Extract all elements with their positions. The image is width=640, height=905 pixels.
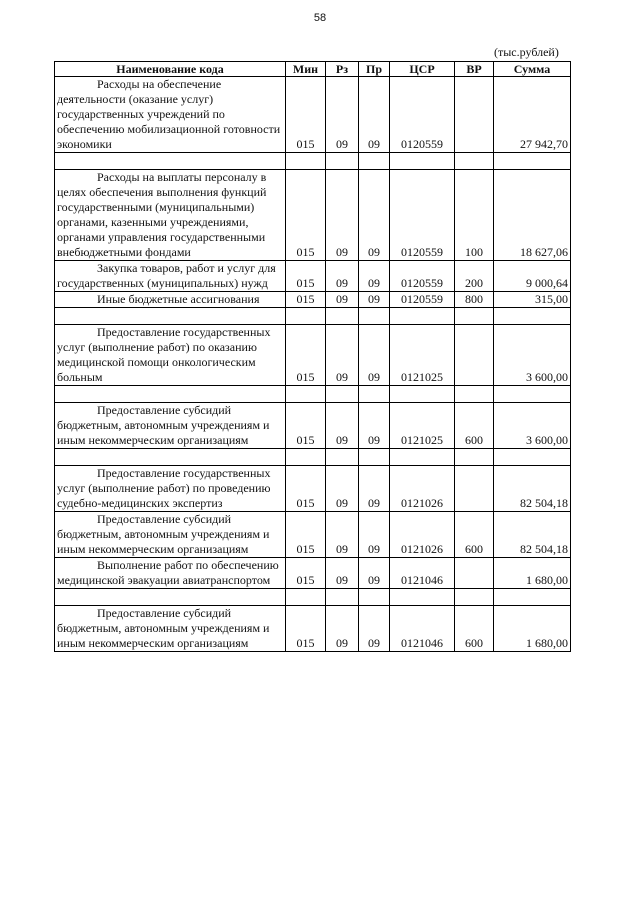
cell-pr: 09 [359, 170, 390, 261]
cell-csr: 0120559 [390, 77, 455, 153]
spacer-cell [390, 589, 455, 606]
spacer-row [55, 308, 571, 325]
table-row [55, 606, 571, 652]
row-name [55, 170, 286, 261]
cell-sum: 27 942,70 [494, 77, 571, 153]
spacer-cell [326, 386, 359, 403]
row-name-rest: бюджетным, автономным учреждениям и иным некоммерческим организациям [57, 621, 270, 650]
cell-pr: 09 [359, 606, 390, 652]
table-row [55, 403, 571, 449]
spacer-cell [286, 589, 326, 606]
table-row [55, 466, 571, 512]
spacer-cell [359, 386, 390, 403]
table-row [55, 77, 571, 153]
spacer-cell [494, 589, 571, 606]
row-name-rest: деятельности (оказание услуг) государственных учреждений по обеспечению мобилизационной готовности экономики [57, 92, 281, 151]
cell-pr: 09 [359, 512, 390, 558]
cell-sum: 82 504,18 [494, 512, 571, 558]
cell-min: 015 [286, 558, 326, 589]
row-name-first: Предоставление государственных [97, 466, 271, 480]
cell-pr: 09 [359, 558, 390, 589]
cell-sum: 1 680,00 [494, 558, 571, 589]
row-name-first: Иные бюджетные ассигнования [97, 292, 260, 306]
row-name [55, 325, 286, 386]
cell-csr: 0121025 [390, 325, 455, 386]
header-vr: ВР [455, 62, 494, 77]
cell-sum: 315,00 [494, 292, 571, 308]
spacer-cell [455, 589, 494, 606]
row-name-rest: бюджетным, автономным учреждениям и иным некоммерческим организациям [57, 418, 270, 447]
cell-csr: 0121026 [390, 466, 455, 512]
units-label: (тыс.рублей) [494, 45, 559, 59]
header-name: Наименование кода [55, 62, 286, 77]
table-row [55, 292, 571, 308]
cell-csr: 0121046 [390, 606, 455, 652]
spacer-cell [359, 308, 390, 325]
spacer-cell [286, 153, 326, 170]
spacer-cell [455, 308, 494, 325]
cell-min: 015 [286, 292, 326, 308]
cell-sum: 9 000,64 [494, 261, 571, 292]
cell-vr: 800 [455, 292, 494, 308]
cell-rz: 09 [326, 261, 359, 292]
spacer-cell [286, 449, 326, 466]
cell-csr: 0121026 [390, 512, 455, 558]
cell-vr: 600 [455, 403, 494, 449]
spacer-cell [55, 308, 286, 325]
cell-min: 015 [286, 325, 326, 386]
cell-csr: 0120559 [390, 292, 455, 308]
row-name-first: Предоставление государственных [97, 325, 271, 339]
cell-rz: 09 [326, 466, 359, 512]
row-name [55, 77, 286, 153]
row-name-first: Расходы на обеспечение [97, 77, 222, 91]
cell-sum: 1 680,00 [494, 606, 571, 652]
spacer-cell [359, 589, 390, 606]
cell-vr: 200 [455, 261, 494, 292]
header-csr: ЦСР [390, 62, 455, 77]
row-name-first: Выполнение работ по [97, 558, 209, 572]
cell-pr: 09 [359, 292, 390, 308]
cell-csr: 0120559 [390, 170, 455, 261]
row-name [55, 606, 286, 652]
row-name-first: Предоставление субсидий [97, 512, 232, 526]
spacer-cell [326, 589, 359, 606]
cell-rz: 09 [326, 170, 359, 261]
spacer-cell [359, 449, 390, 466]
spacer-row [55, 386, 571, 403]
cell-pr: 09 [359, 466, 390, 512]
spacer-cell [455, 386, 494, 403]
budget-table [54, 61, 571, 652]
spacer-cell [390, 153, 455, 170]
header-rz: Рз [326, 62, 359, 77]
cell-vr: 100 [455, 170, 494, 261]
spacer-cell [455, 153, 494, 170]
cell-vr [455, 558, 494, 589]
cell-csr: 0121046 [390, 558, 455, 589]
table-row [55, 325, 571, 386]
cell-pr: 09 [359, 261, 390, 292]
cell-rz: 09 [326, 606, 359, 652]
spacer-cell [494, 153, 571, 170]
cell-rz: 09 [326, 512, 359, 558]
spacer-cell [286, 308, 326, 325]
spacer-cell [390, 386, 455, 403]
cell-rz: 09 [326, 77, 359, 153]
row-name-first: Предоставление субсидий [97, 403, 232, 417]
cell-pr: 09 [359, 403, 390, 449]
table-row [55, 558, 571, 589]
cell-vr: 600 [455, 606, 494, 652]
cell-sum: 3 600,00 [494, 403, 571, 449]
spacer-cell [494, 308, 571, 325]
cell-pr: 09 [359, 325, 390, 386]
table-row [55, 512, 571, 558]
page-number: 58 [313, 12, 327, 24]
row-name [55, 512, 286, 558]
spacer-cell [494, 386, 571, 403]
row-name [55, 403, 286, 449]
spacer-cell [286, 386, 326, 403]
row-name [55, 261, 286, 292]
spacer-cell [326, 308, 359, 325]
cell-rz: 09 [326, 325, 359, 386]
header-sum: Сумма [494, 62, 571, 77]
row-name-first: Предоставление субсидий [97, 606, 232, 620]
cell-sum: 82 504,18 [494, 466, 571, 512]
spacer-cell [326, 153, 359, 170]
spacer-cell [390, 308, 455, 325]
spacer-cell [390, 449, 455, 466]
spacer-cell [494, 449, 571, 466]
row-name-rest: для государственных (муниципальных) нужд [57, 261, 276, 290]
row-name-rest: в целях обеспечения выполнения функций государственными (муниципальными) органами, казенными учреждениями, органами управления государственными внебюджетными фондами [57, 170, 267, 259]
cell-min: 015 [286, 403, 326, 449]
cell-rz: 09 [326, 558, 359, 589]
spacer-cell [326, 449, 359, 466]
cell-min: 015 [286, 170, 326, 261]
row-name-first: Закупка товаров, работ и услуг [97, 261, 256, 275]
spacer-row [55, 589, 571, 606]
table-header-row [55, 62, 571, 77]
cell-vr [455, 466, 494, 512]
spacer-cell [55, 386, 286, 403]
cell-vr [455, 77, 494, 153]
row-name-rest: обеспечению медицинской эвакуации авиатранспортом [57, 558, 279, 587]
spacer-row [55, 153, 571, 170]
cell-min: 015 [286, 512, 326, 558]
spacer-cell [55, 153, 286, 170]
cell-rz: 09 [326, 403, 359, 449]
row-name-first: Расходы на выплаты персоналу [97, 170, 258, 184]
spacer-row [55, 449, 571, 466]
row-name-rest: бюджетным, автономным учреждениям и иным некоммерческим организациям [57, 527, 270, 556]
spacer-cell [55, 449, 286, 466]
cell-min: 015 [286, 77, 326, 153]
spacer-cell [55, 589, 286, 606]
table-row [55, 170, 571, 261]
cell-csr: 0121025 [390, 403, 455, 449]
cell-min: 015 [286, 466, 326, 512]
header-pr: Пр [359, 62, 390, 77]
cell-vr [455, 325, 494, 386]
cell-sum: 3 600,00 [494, 325, 571, 386]
row-name [55, 292, 286, 308]
row-name-rest: услуг (выполнение работ) по оказанию медицинской помощи онкологическим больным [57, 340, 257, 384]
cell-sum: 18 627,06 [494, 170, 571, 261]
cell-vr: 600 [455, 512, 494, 558]
row-name [55, 558, 286, 589]
table-body [55, 77, 571, 652]
cell-csr: 0120559 [390, 261, 455, 292]
cell-min: 015 [286, 606, 326, 652]
cell-min: 015 [286, 261, 326, 292]
spacer-cell [359, 153, 390, 170]
cell-rz: 09 [326, 292, 359, 308]
row-name [55, 466, 286, 512]
header-min: Мин [286, 62, 326, 77]
cell-pr: 09 [359, 77, 390, 153]
table-row [55, 261, 571, 292]
spacer-cell [455, 449, 494, 466]
row-name-rest: услуг (выполнение работ) по проведению судебно-медицинских экспертиз [57, 481, 271, 510]
